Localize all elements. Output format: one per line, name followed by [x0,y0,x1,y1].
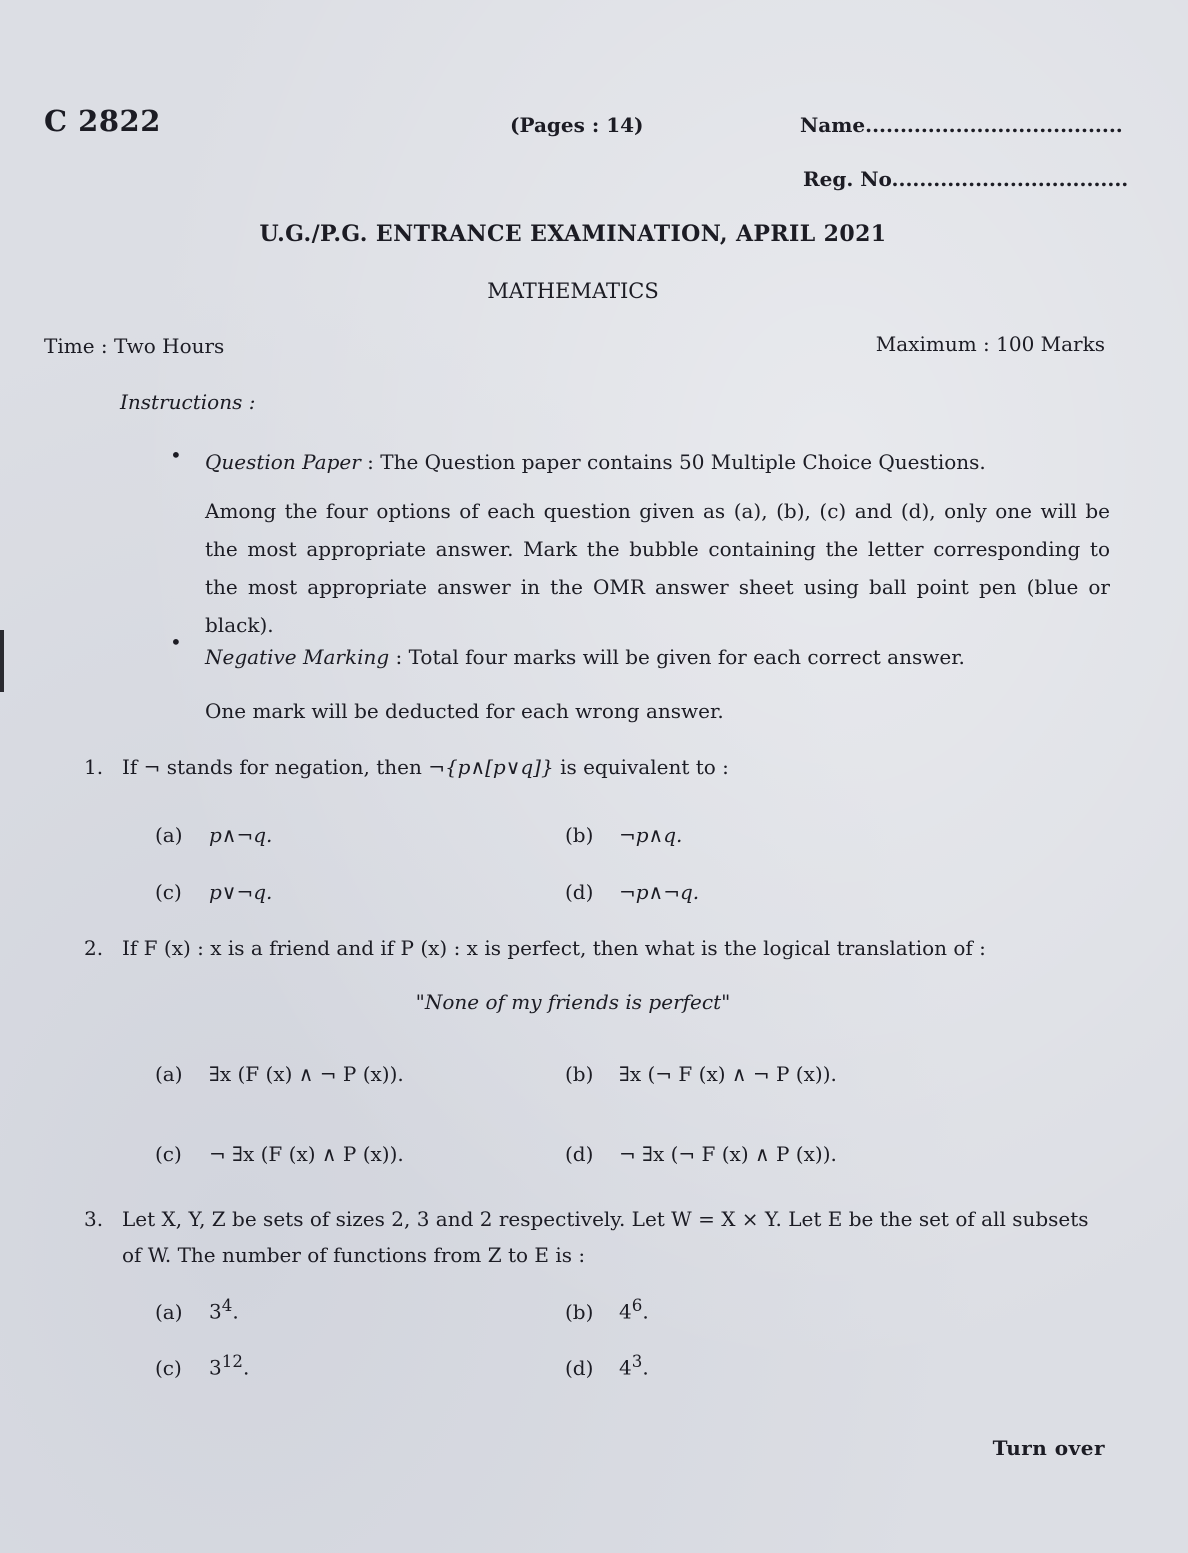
question-1-expression: ¬{p∧[p∨q]} [428,755,554,779]
bullet-icon: • [170,443,182,467]
page-edge-mark [0,630,4,692]
negation-symbol: ¬ [143,755,161,779]
option-b: (b) ∃x (¬ F (x) ∧ ¬ P (x)). [565,1062,837,1086]
question-paper-label: Question Paper [205,450,361,474]
negative-marking-label: Negative Marking [205,645,390,669]
option-c: (c) ¬ ∃x (F (x) ∧ P (x)). [155,1142,404,1166]
question-paper-text: : The Question paper contains 50 Multiple Choice Questions. [360,450,986,474]
instructions-heading: Instructions : [120,390,256,414]
option-c: (c) p∨¬q. [155,880,273,904]
option-b: (b) $4^6$. [565,1296,649,1324]
instruction-answer-detail: Among the four options of each question given as (a), (b), (c) and (d), only one will be the most appropriate answer. Mark the bubble containing the letter corresponding to the most appropriate answer in the OMR answer sheet using ball point pen (blue or black). [205,499,1110,637]
question-number: 1. [84,755,104,779]
exam-subject: MATHEMATICS [487,279,659,303]
option-b: (b) ¬p∧q. [565,823,683,847]
question-3-text-line-1: Let X, Y, Z be sets of sizes 2, 3 and 2 respectively. Let W = X × Y. Let E be the set of all subsets [122,1207,1089,1231]
bullet-icon: • [170,630,182,654]
page-count: (Pages : 14) [510,113,644,137]
question-3-text-line-2: of W. The number of functions from Z to E is : [122,1243,586,1267]
option-c: (c) $3^{12}$. [155,1352,250,1380]
option-d: (d) ¬ ∃x (¬ F (x) ∧ P (x)). [565,1142,837,1166]
option-a: (a) $3^4$. [155,1296,239,1324]
negative-marking-text: : Total four marks will be given for each correct answer. [389,645,965,669]
option-a: (a) ∃x (F (x) ∧ ¬ P (x)). [155,1062,404,1086]
option-d: (d) ¬p∧¬q. [565,880,700,904]
question-2-text: If F (x) : x is a friend and if P (x) : x is perfect, then what is the logical translation of : [122,936,986,960]
name-field-label: Name..................................... [800,113,1123,137]
instruction-negative-marking [205,630,1110,738]
option-a: (a) p∧¬q. [155,823,273,847]
turn-over-note: Turn over [992,1436,1105,1460]
instruction-question-paper [205,443,1110,481]
maximum-marks: Maximum : 100 Marks [875,332,1105,356]
time-allowed: Time : Two Hours [44,334,225,358]
exam-title: U.G./P.G. ENTRANCE EXAMINATION, APRIL 2021 [259,221,887,247]
negative-marking-detail: One mark will be deducted for each wrong answer. [205,699,724,723]
question-number: 2. [84,936,104,960]
paper-code: C 2822 [44,104,161,138]
option-d: (d) $4^3$. [565,1352,649,1380]
question-2-quote: "None of my friends is perfect" [415,990,731,1014]
reg-no-field-label: Reg. No.................................. [803,167,1129,191]
question-1-text: If ¬ stands for negation, then ¬{p∧[p∨q]} is equivalent to : [122,755,729,779]
question-number: 3. [84,1207,104,1231]
